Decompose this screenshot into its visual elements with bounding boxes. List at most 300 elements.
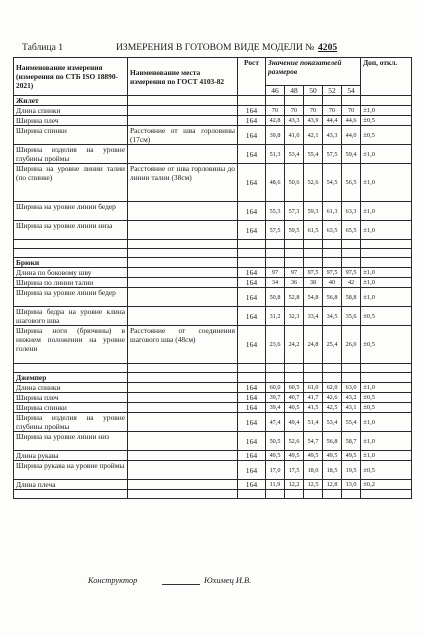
empty-cell <box>266 364 285 373</box>
size-value: 70 <box>266 106 285 116</box>
tolerance-value: 0,5 <box>366 394 375 401</box>
tolerance-cell <box>361 145 412 164</box>
size-value: 70 <box>285 106 304 116</box>
tolerance-value: 1,0 <box>366 384 375 391</box>
empty-cell <box>238 364 266 373</box>
size-value: 49,5 <box>285 451 304 461</box>
signer-role: Конструктор <box>88 576 138 585</box>
growth-value: 164 <box>238 278 266 288</box>
measurement-place <box>128 268 238 278</box>
tolerance-value: 0,5 <box>366 341 375 348</box>
size-value: 52,8 <box>285 288 304 307</box>
size-value: 53,4 <box>285 145 304 164</box>
size-value: 53,4 <box>323 413 342 432</box>
size-value: 32,3 <box>285 307 304 326</box>
growth-value: 164 <box>238 268 266 278</box>
size-value: 54,8 <box>304 288 323 307</box>
measurement-name: Длина спинки <box>14 383 128 393</box>
measurement-name: Ширина плеч <box>14 116 128 126</box>
size-value: 25,4 <box>323 326 342 364</box>
size-value: 40,5 <box>285 403 304 413</box>
size-value: 38 <box>304 278 323 288</box>
measurement-name: Ширина бедра на уровне клина шагового шва <box>14 307 128 326</box>
empty-cell <box>304 490 323 499</box>
empty-cell <box>14 364 128 373</box>
size-value: 54,7 <box>304 432 323 451</box>
table-row <box>14 432 412 451</box>
table-row <box>14 221 412 240</box>
size-value: 17,0 <box>266 461 285 480</box>
size-value: 57,3 <box>285 202 304 221</box>
size-header: 52 <box>323 86 342 96</box>
size-value: 52,6 <box>304 164 323 202</box>
tolerance-cell <box>361 403 412 413</box>
tolerance-cell <box>361 461 412 480</box>
size-value: 60,5 <box>285 383 304 393</box>
measurement-name: Ширина на уровне линии низа <box>14 221 128 240</box>
empty-cell <box>285 364 304 373</box>
plus-minus-sign: ± <box>363 106 367 114</box>
header-tolerance: Доп, откл. <box>361 58 412 96</box>
section-title: Джемпер <box>14 373 128 383</box>
size-value: 70 <box>342 106 361 116</box>
tolerance-value: 0,5 <box>366 312 375 320</box>
plus-minus-sign: ± <box>363 130 367 139</box>
tolerance-cell <box>361 221 412 240</box>
tolerance-value: 1,0 <box>366 293 375 301</box>
plus-minus-sign: ± <box>363 480 367 488</box>
size-header: 48 <box>285 86 304 96</box>
tolerance-value: 1,0 <box>366 207 375 215</box>
size-value: 56,8 <box>323 288 342 307</box>
measurement-place <box>128 383 238 393</box>
measurement-name: Длина по боковому шву <box>14 268 128 278</box>
empty-cell <box>238 249 266 258</box>
empty-cell <box>285 258 304 268</box>
table-row <box>14 307 412 326</box>
tolerance-cell <box>361 307 412 326</box>
empty-cell <box>266 240 285 249</box>
plus-minus-sign: ± <box>363 311 367 320</box>
table-row <box>14 413 412 432</box>
size-value: 24,8 <box>304 326 323 364</box>
empty-cell <box>323 249 342 258</box>
empty-cell <box>342 96 361 106</box>
tolerance-value: 1,0 <box>366 179 375 186</box>
empty-cell <box>285 96 304 106</box>
measurement-place <box>128 432 238 451</box>
plus-minus-sign: ± <box>363 116 367 124</box>
measurement-place <box>128 393 238 403</box>
size-value: 57,5 <box>323 145 342 164</box>
size-value: 59,3 <box>304 202 323 221</box>
tolerance-cell <box>361 480 412 490</box>
size-value: 97,5 <box>323 268 342 278</box>
tolerance-cell <box>361 383 412 393</box>
empty-cell <box>238 258 266 268</box>
plus-minus-sign: ± <box>363 436 367 445</box>
table-row <box>14 106 412 116</box>
header-growth: Рост <box>238 58 266 96</box>
measurement-place <box>128 413 238 432</box>
growth-value: 164 <box>238 164 266 202</box>
empty-cell <box>323 96 342 106</box>
empty-cell <box>128 490 238 499</box>
table-row <box>14 202 412 221</box>
table-row <box>14 126 412 145</box>
size-value: 43,2 <box>342 393 361 403</box>
growth-value: 164 <box>238 288 266 307</box>
size-value: 43,3 <box>323 126 342 145</box>
measurement-name: Длина спинки <box>14 106 128 116</box>
size-value: 48,6 <box>266 164 285 202</box>
empty-cell <box>304 240 323 249</box>
tolerance-value: 1,0 <box>366 226 375 234</box>
measurement-name: Ширина ноги (брючины) в нижнем положении на уровне голени <box>14 326 128 364</box>
size-value: 40 <box>323 278 342 288</box>
tolerance-cell <box>361 268 412 278</box>
growth-value: 164 <box>238 326 266 364</box>
measurement-name: Ширина на уровне линии бедер <box>14 202 128 221</box>
size-value: 47,4 <box>266 413 285 432</box>
size-value: 97,5 <box>304 268 323 278</box>
empty-cell <box>238 490 266 499</box>
size-header: 50 <box>304 86 323 96</box>
size-value: 42,8 <box>266 116 285 126</box>
plus-minus-sign: ± <box>363 383 367 391</box>
empty-cell <box>304 258 323 268</box>
size-value: 39,7 <box>266 393 285 403</box>
growth-value: 164 <box>238 307 266 326</box>
header-row <box>14 58 412 86</box>
growth-value: 164 <box>238 451 266 461</box>
size-value: 62,0 <box>323 383 342 393</box>
size-value: 49,4 <box>285 413 304 432</box>
size-value: 42,1 <box>304 126 323 145</box>
size-value: 49,5 <box>266 451 285 461</box>
header-size-values: Значение показателей размеров <box>266 58 361 86</box>
size-value: 43,3 <box>285 116 304 126</box>
plus-minus-sign: ± <box>363 268 367 276</box>
plus-minus-sign: ± <box>363 206 367 215</box>
size-value: 55,4 <box>304 145 323 164</box>
growth-value: 164 <box>238 480 266 490</box>
size-value: 12,8 <box>323 480 342 490</box>
table-number: Таблица 1 <box>22 42 64 53</box>
empty-cell <box>128 373 238 383</box>
tolerance-value: 0,2 <box>366 481 375 488</box>
size-value: 39,4 <box>266 403 285 413</box>
size-value: 60,0 <box>266 383 285 393</box>
tolerance-cell <box>361 413 412 432</box>
empty-cell <box>361 258 412 268</box>
empty-cell <box>342 258 361 268</box>
signature-underline <box>162 584 200 585</box>
growth-value: 164 <box>238 461 266 480</box>
blank-row <box>14 490 412 499</box>
size-value: 59,5 <box>285 221 304 240</box>
table-row <box>14 288 412 307</box>
size-value: 65,5 <box>342 221 361 240</box>
table-title: ИЗМЕРЕНИЯ В ГОТОВОМ ВИДЕ МОДЕЛИ № <box>116 42 315 53</box>
size-value: 18,0 <box>304 461 323 480</box>
empty-cell <box>304 249 323 258</box>
size-value: 23,6 <box>266 326 285 364</box>
size-value: 59,4 <box>342 145 361 164</box>
size-value: 52,6 <box>285 432 304 451</box>
empty-cell <box>266 490 285 499</box>
empty-cell <box>266 373 285 383</box>
table-caption <box>22 41 412 55</box>
table-row <box>14 403 412 413</box>
measurement-name: Ширина на уровне линии низ <box>14 432 128 451</box>
measurement-place: Расстояние от соединения шагового шва (48см) <box>128 326 238 364</box>
size-value: 24,2 <box>285 326 304 364</box>
empty-cell <box>323 258 342 268</box>
tolerance-value: 1,0 <box>366 107 375 114</box>
tolerance-cell <box>361 164 412 202</box>
measurement-place: Расстояние от шва горловины до линии талии (38см) <box>128 164 238 202</box>
measurement-place <box>128 403 238 413</box>
size-value: 49,5 <box>323 451 342 461</box>
empty-cell <box>285 490 304 499</box>
size-value: 35,6 <box>342 307 361 326</box>
size-value: 57,5 <box>266 221 285 240</box>
empty-cell <box>128 364 238 373</box>
model-number: 4205 <box>318 42 338 53</box>
measurement-place <box>128 307 238 326</box>
empty-cell <box>238 240 266 249</box>
size-value: 36 <box>285 278 304 288</box>
measurement-name: Ширина на уровне линии талии (по спинке) <box>14 164 128 202</box>
empty-cell <box>238 373 266 383</box>
measurement-name: Ширина рукава на уровне проймы <box>14 461 128 480</box>
header-measurement-place: Наименование места измерения по ГОСТ 4103-82 <box>128 58 238 96</box>
size-value: 44,6 <box>342 116 361 126</box>
plus-minus-sign: ± <box>363 340 367 348</box>
size-value: 61,0 <box>304 383 323 393</box>
empty-cell <box>304 96 323 106</box>
table-row <box>14 451 412 461</box>
empty-cell <box>266 249 285 258</box>
measurement-place <box>128 278 238 288</box>
measurement-name: Ширина на уровне линии бедер <box>14 288 128 307</box>
tolerance-value: 1,0 <box>366 418 375 426</box>
size-value: 50,5 <box>266 432 285 451</box>
tolerance-value: 0,5 <box>366 404 375 411</box>
size-value: 34 <box>266 278 285 288</box>
tolerance-value: 0,5 <box>366 466 375 474</box>
empty-cell <box>361 373 412 383</box>
signature-line <box>88 575 388 587</box>
table-row <box>14 461 412 480</box>
empty-cell <box>128 258 238 268</box>
empty-cell <box>361 96 412 106</box>
size-value: 70 <box>304 106 323 116</box>
growth-value: 164 <box>238 432 266 451</box>
measurement-place <box>128 451 238 461</box>
size-value: 44,0 <box>342 126 361 145</box>
header-measurement-name: Наименование измерения (измерения по СТБ ISO 18890-2021) <box>14 58 128 96</box>
empty-cell <box>361 364 412 373</box>
section-title: Брюки <box>14 258 128 268</box>
measurement-name: Ширина изделия на уровне глубины проймы <box>14 413 128 432</box>
size-value: 26,0 <box>342 326 361 364</box>
empty-cell <box>266 96 285 106</box>
empty-cell <box>304 373 323 383</box>
measurement-name: Ширина плеч <box>14 393 128 403</box>
signer-name: Юхимец И.В. <box>204 576 252 585</box>
blank-row <box>14 364 412 373</box>
plus-minus-sign: ± <box>363 225 367 234</box>
blank-row <box>14 240 412 249</box>
table-row <box>14 164 412 202</box>
size-value: 33,4 <box>304 307 323 326</box>
empty-cell <box>323 490 342 499</box>
plus-minus-sign: ± <box>363 149 367 158</box>
size-value: 31,2 <box>266 307 285 326</box>
size-value: 12,2 <box>285 480 304 490</box>
tolerance-cell <box>361 451 412 461</box>
plus-minus-sign: ± <box>363 465 367 474</box>
size-value: 50,8 <box>266 288 285 307</box>
table-row <box>14 278 412 288</box>
measurement-name: Ширина по линии талии <box>14 278 128 288</box>
empty-cell <box>323 373 342 383</box>
empty-cell <box>14 249 128 258</box>
tolerance-cell <box>361 432 412 451</box>
size-value: 63,3 <box>342 202 361 221</box>
empty-cell <box>14 240 128 249</box>
plus-minus-sign: ± <box>363 292 367 301</box>
size-value: 51,3 <box>266 145 285 164</box>
empty-cell <box>361 490 412 499</box>
tolerance-cell <box>361 326 412 364</box>
table-row <box>14 393 412 403</box>
size-value: 41,0 <box>285 126 304 145</box>
empty-cell <box>128 249 238 258</box>
empty-cell <box>342 373 361 383</box>
table-row <box>14 268 412 278</box>
empty-cell <box>342 490 361 499</box>
size-value: 49,5 <box>304 451 323 461</box>
empty-cell <box>342 240 361 249</box>
tolerance-cell <box>361 278 412 288</box>
growth-value: 164 <box>238 403 266 413</box>
section-row <box>14 258 412 268</box>
tolerance-value: 1,0 <box>366 269 375 276</box>
measurement-place <box>128 106 238 116</box>
size-value: 70 <box>323 106 342 116</box>
table-row <box>14 480 412 490</box>
table-row <box>14 116 412 126</box>
size-header: 46 <box>266 86 285 96</box>
tolerance-value: 1,0 <box>366 150 375 158</box>
size-value: 61,5 <box>304 221 323 240</box>
size-value: 56,5 <box>342 164 361 202</box>
size-value: 42,6 <box>323 393 342 403</box>
growth-value: 164 <box>238 413 266 432</box>
plus-minus-sign: ± <box>363 393 367 401</box>
empty-cell <box>361 240 412 249</box>
size-value: 39,8 <box>266 126 285 145</box>
size-value: 61,3 <box>323 202 342 221</box>
empty-cell <box>14 490 128 499</box>
size-value: 42 <box>342 278 361 288</box>
empty-cell <box>361 249 412 258</box>
plus-minus-sign: ± <box>363 178 367 186</box>
measurement-place <box>128 480 238 490</box>
size-value: 97,5 <box>342 268 361 278</box>
size-value: 41,7 <box>304 393 323 403</box>
section-title: Жилет <box>14 96 128 106</box>
size-value: 11,9 <box>266 480 285 490</box>
size-value: 63,5 <box>323 221 342 240</box>
empty-cell <box>323 364 342 373</box>
empty-cell <box>128 240 238 249</box>
size-value: 58,7 <box>342 432 361 451</box>
measurement-name: Длина плеча <box>14 480 128 490</box>
size-value: 34,5 <box>323 307 342 326</box>
size-value: 42,5 <box>323 403 342 413</box>
measurement-place <box>128 145 238 164</box>
size-value: 43,1 <box>342 403 361 413</box>
tolerance-cell <box>361 106 412 116</box>
empty-cell <box>342 364 361 373</box>
size-value: 18,5 <box>323 461 342 480</box>
size-value: 17,5 <box>285 461 304 480</box>
growth-value: 164 <box>238 393 266 403</box>
size-value: 58,8 <box>342 288 361 307</box>
growth-value: 164 <box>238 106 266 116</box>
growth-value: 164 <box>238 383 266 393</box>
growth-value: 164 <box>238 145 266 164</box>
table-row <box>14 383 412 393</box>
empty-cell <box>323 240 342 249</box>
growth-value: 164 <box>238 116 266 126</box>
tolerance-cell <box>361 202 412 221</box>
measurement-name: Ширина изделия на уровне глубины проймы <box>14 145 128 164</box>
measurement-name: Ширина спинки <box>14 126 128 145</box>
empty-cell <box>285 249 304 258</box>
tolerance-cell <box>361 393 412 403</box>
size-value: 55,3 <box>266 202 285 221</box>
empty-cell <box>128 96 238 106</box>
size-value: 51,4 <box>304 413 323 432</box>
table-row <box>14 145 412 164</box>
size-value: 43,9 <box>304 116 323 126</box>
measurement-place <box>128 461 238 480</box>
size-value: 13,0 <box>342 480 361 490</box>
section-row <box>14 96 412 106</box>
tolerance-value: 0,5 <box>366 117 375 124</box>
measurement-place <box>128 288 238 307</box>
size-value: 56,8 <box>323 432 342 451</box>
tolerance-cell <box>361 116 412 126</box>
growth-value: 164 <box>238 126 266 145</box>
tolerance-value: 1,0 <box>366 437 375 445</box>
size-value: 63,0 <box>342 383 361 393</box>
size-value: 49,5 <box>342 451 361 461</box>
tolerance-cell <box>361 288 412 307</box>
tolerance-value: 0,5 <box>366 131 375 139</box>
tolerance-value: 1,0 <box>366 452 375 459</box>
measurement-place <box>128 116 238 126</box>
measurement-name: Ширина спинки <box>14 403 128 413</box>
plus-minus-sign: ± <box>363 403 367 411</box>
tolerance-cell <box>361 126 412 145</box>
size-header: 54 <box>342 86 361 96</box>
